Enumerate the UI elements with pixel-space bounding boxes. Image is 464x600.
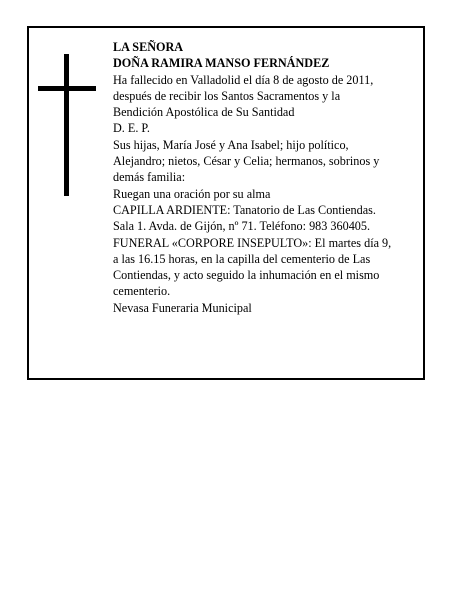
notice-rip-line: D. E. P. (113, 121, 150, 136)
cross-icon (38, 54, 96, 196)
notice-body-line: Ha fallecido en Valladolid el día 8 de agosto de 2011, (113, 72, 374, 87)
notice-body-line: FUNERAL «CORPORE INSEPULTO»: El martes día 9, (113, 235, 392, 250)
cross-vertical-bar (64, 54, 69, 196)
obituary-text (113, 39, 408, 316)
notice-body-line: Alejandro; nietos, César y Celia; hermanos, sobrinos y (113, 154, 380, 169)
notice-body-line: demás familia: (113, 170, 186, 185)
notice-body-line: Ruegan una oración por su alma (113, 186, 271, 201)
notice-body-line: Sus hijas, María José y Ana Isabel; hijo político, (113, 137, 349, 152)
notice-body-line: Sala 1. Avda. de Gijón, nº 71. Teléfono: 983 360405. (113, 219, 371, 234)
notice-body-line: a las 16.15 horas, en la capilla del cementerio de Las (113, 251, 371, 266)
notice-funeral-home-line: Nevasa Funeraria Municipal (113, 300, 252, 315)
cross-horizontal-bar (38, 86, 96, 91)
notice-title-line-1: LA SEÑORA (113, 40, 184, 54)
notice-body-line: Contiendas, y acto seguido la inhumación en el mismo (113, 268, 380, 283)
notice-body-line: CAPILLA ARDIENTE: Tanatorio de Las Contiendas. (113, 202, 376, 217)
notice-body-line: después de recibir los Santos Sacramentos y la (113, 88, 341, 103)
notice-title-line-2: DOÑA RAMIRA MANSO FERNÁNDEZ (113, 56, 330, 71)
notice-body-line: Bendición Apostólica de Su Santidad (113, 105, 295, 120)
notice-body-line: cementerio. (113, 284, 171, 299)
